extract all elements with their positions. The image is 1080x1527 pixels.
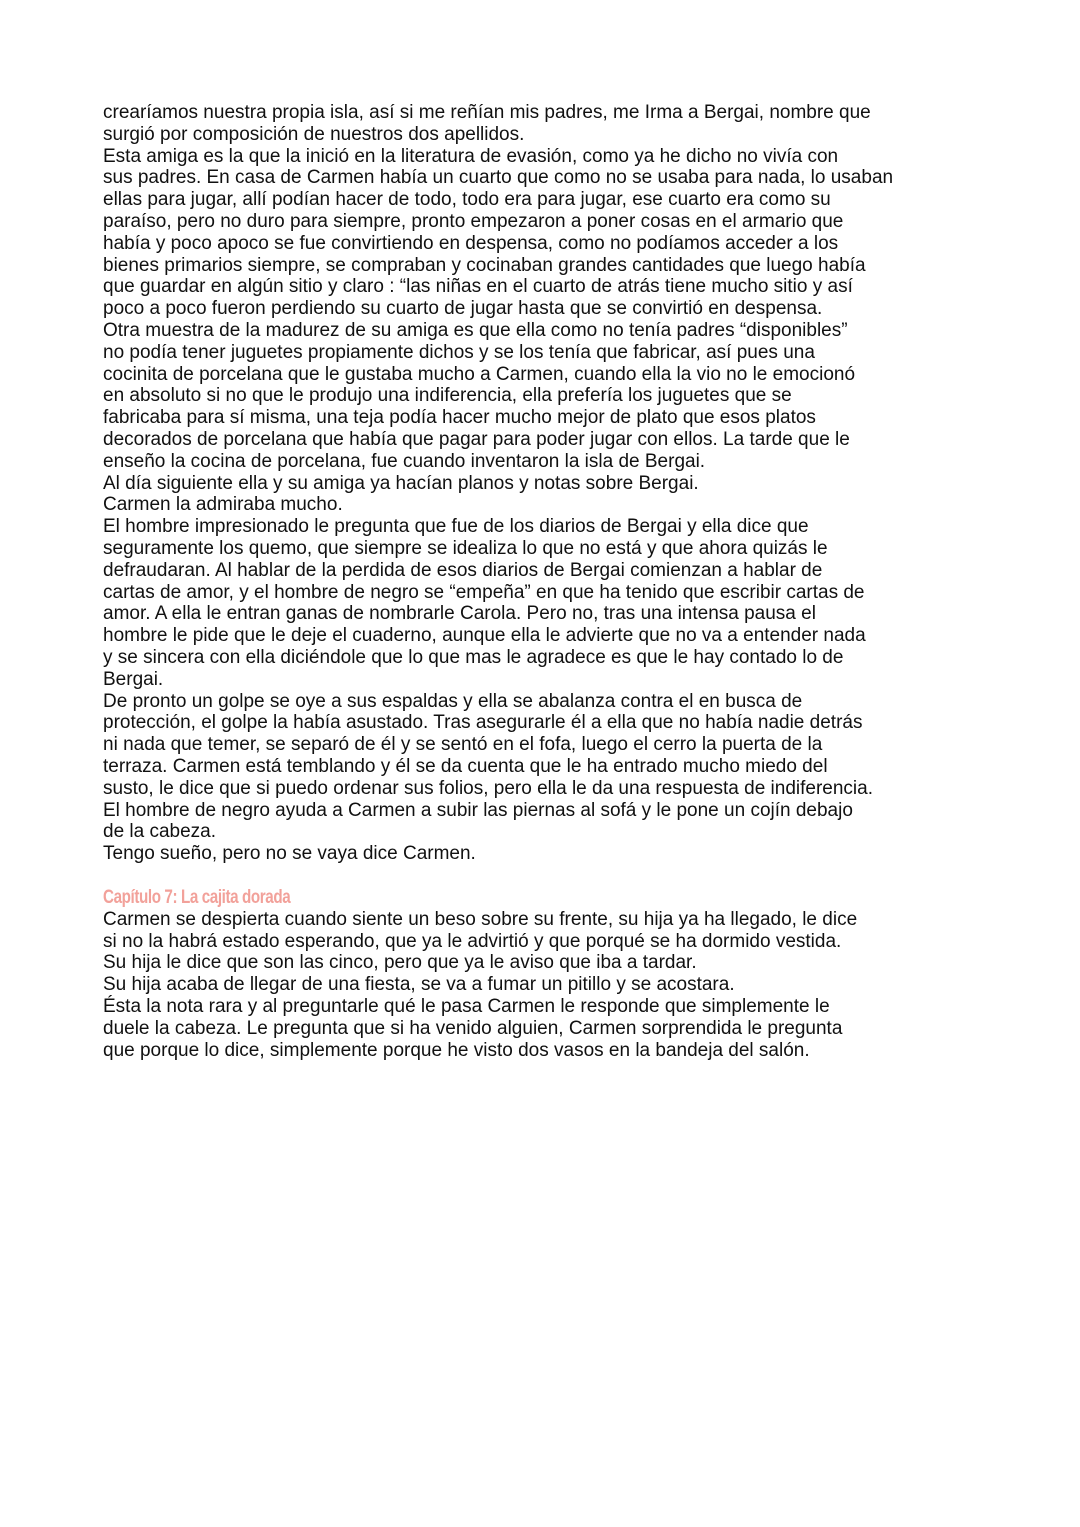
text-line: ellas para jugar, allí podían hacer de todo, todo era para jugar, ese cuarto era como su <box>103 189 831 211</box>
text-line: seguramente los quemo, que siempre se idealiza lo que no está y que ahora quizás le <box>103 537 828 559</box>
chapter-body-text <box>103 909 893 1062</box>
text-line: cocinita de porcelana que le gustaba mucho a Carmen, cuando ella la vio no le emocionó <box>103 363 856 385</box>
text-line: crearíamos nuestra propia isla, así si me reñían mis padres, me Irma a Bergai, nombre que <box>103 102 871 123</box>
text-line: que porque lo dice, simplemente porque he visto dos vasos en la bandeja del salón. <box>103 1039 810 1061</box>
text-line: ni nada que temer, se separó de él y se sentó en el fofa, luego el cerro la puerta de la <box>103 734 823 756</box>
text-line: hombre le pide que le deje el cuaderno, aunque ella le advierte que no va a entender nada <box>103 625 866 647</box>
text-line: no podía tener juguetes propiamente dichos y se los tenía que fabricar, así pues una <box>103 341 815 363</box>
text-line: De pronto un golpe se oye a sus espaldas y ella se abalanza contra el en busca de <box>103 690 803 712</box>
text-line: protección, el golpe la había asustado. Tras asegurarle él a ella que no había nadie detrás <box>103 712 863 734</box>
body-text-section <box>103 102 893 865</box>
spacer <box>103 865 893 887</box>
document-page <box>103 102 893 1061</box>
text-line: decorados de porcelana que había que pagar para poder jugar con ellos. La tarde que le <box>103 428 850 450</box>
text-line: fabricaba para sí misma, una teja podía hacer mucho mejor de plato que esos platos <box>103 407 816 429</box>
text-line: de la cabeza. <box>103 821 217 843</box>
text-line: duele la cabeza. Le pregunta que si ha venido alguien, Carmen sorprendida le pregunta <box>103 1017 843 1039</box>
chapter-heading: Capítulo 7: La cajita dorada <box>103 886 291 908</box>
text-line: susto, le dice que si puedo ordenar sus folios, pero ella le da una respuesta de indiferencia. <box>103 777 873 799</box>
text-line: Carmen la admiraba mucho. <box>103 494 343 516</box>
text-line: El hombre de negro ayuda a Carmen a subir las piernas al sofá y le pone un cojín debajo <box>103 799 853 821</box>
text-line: Ésta la nota rara y al preguntarle qué le pasa Carmen le responde que simplemente le <box>103 996 830 1018</box>
text-line: amor. A ella le entran ganas de nombrarle Carola. Pero no, tras una intensa pausa el <box>103 603 816 625</box>
text-line: sus padres. En casa de Carmen había un cuarto que como no se usaba para nada, lo usaban <box>103 167 894 189</box>
text-line: Otra muestra de la madurez de su amiga es que ella como no tenía padres “disponibles” <box>103 319 848 341</box>
text-line: Su hija le dice que son las cinco, pero que ya le aviso que iba a tardar. <box>103 952 697 974</box>
text-line: que guardar en algún sitio y claro : “las niñas en el cuarto de atrás tiene mucho sitio y así <box>103 276 853 298</box>
text-line: Su hija acaba de llegar de una fiesta, se va a fumar un pitillo y se acostara. <box>103 974 735 996</box>
text-line: enseño la cocina de porcelana, fue cuando inventaron la isla de Bergai. <box>103 450 706 472</box>
text-line: paraíso, pero no duro para siempre, pronto empezaron a poner cosas en el armario que <box>103 210 844 232</box>
text-line: Tengo sueño, pero no se vaya dice Carmen. <box>103 843 476 865</box>
text-line: terraza. Carmen está temblando y él se da cuenta que le ha entrado mucho miedo del <box>103 755 828 777</box>
text-line: surgió por composición de nuestros dos apellidos. <box>103 123 525 145</box>
text-line: Esta amiga es la que la inició en la literatura de evasión, como ya he dicho no vivía con <box>103 145 839 167</box>
text-line: había y poco apoco se fue convirtiendo en despensa, como no podíamos acceder a los <box>103 232 839 254</box>
text-line: si no la habrá estado esperando, que ya le advirtió y que porqué se ha dormido vestida. <box>103 930 842 952</box>
text-line: Al día siguiente ella y su amiga ya hacían planos y notas sobre Bergai. <box>103 472 699 494</box>
text-line: poco a poco fueron perdiendo su cuarto de jugar hasta que se convirtió en despensa. <box>103 298 823 320</box>
text-line: defraudaran. Al hablar de la perdida de esos diarios de Bergai comienzan a hablar de <box>103 559 823 581</box>
text-line: Bergai. <box>103 668 164 690</box>
text-line: Carmen se despierta cuando siente un beso sobre su frente, su hija ya ha llegado, le dice <box>103 908 858 930</box>
text-line: El hombre impresionado le pregunta que fue de los diarios de Bergai y ella dice que <box>103 516 809 538</box>
text-line: y se sincera con ella diciéndole que lo que mas le agradece es que le hay contado lo de <box>103 646 844 668</box>
text-line: cartas de amor, y el hombre de negro se “empeña” en que ha tenido que escribir cartas de <box>103 581 865 603</box>
text-line: bienes primarios siempre, se compraban y cocinaban grandes cantidades que luego había <box>103 254 866 276</box>
text-line: en absoluto si no que le produjo una indiferencia, ella prefería los juguetes que se <box>103 385 792 407</box>
